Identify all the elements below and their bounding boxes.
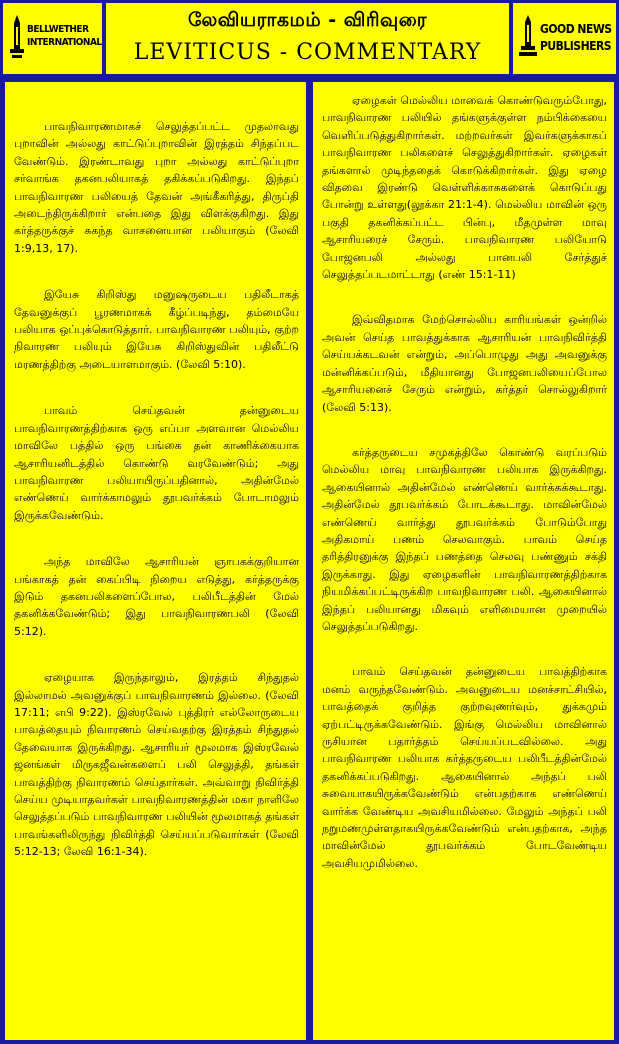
paragraph: கர்த்தருடைய சமுகத்திலே கொண்டு வரப்படும் மெல்லிய மாவு பாவநிவாரண பலியாக இருக்கிறது. ஆகையினால் அதின்மேல் எண்ணெய் வார்க்கக்கூடாது. அதின்மேல் தூபவர்க்கம் போடக்கூடாது. மாவின்மேல் எண்ணெய் வார்த்து தூபவர்க்கம் போடும்போது அதிகமாய் பணம் செலவாகும். பாவம் செய்த தரித்திரனுக்கு இந்தப் பணத்தை செலவு பண்ணும் சக்தி இருக்காது. இது ஏழைகளின் பாவநிவாரணத்திற்காக நியமிக்கப்பட்டிருக்கிற பாவநிவாரண பலி. ஆகையினால் இந்தப் பலியானது மிகவும் எளிமையான முறையில் செலுத்தப்படுகிறது. — [322, 445, 607, 633]
paragraph: இயேசு கிறிஸ்து மனுஷருடைய பதிலீடாகத் தேவனுக்குப் பூரணமாகக் கீழ்ப்படிந்து, தம்மையே பலியாக ஒப்புக்கொடுத்தார். பாவநிவாரண பலியும், குற்ற நிவாரண பலியும் இயேசு கிறிஸ்துவின் பதிலீட்டு மரணத்திற்கு அடையாளமாகும். (லேவி 5:10). — [14, 288, 299, 371]
paragraph: பாவம் செய்தவன் தன்னுடைய பாவத்திற்காக மனம் வருந்தவேண்டும். அவனுடைய மனச்சாட்சியில், பாவத்தைக் குறித்த குற்றவுணர்வும், துக்கமும் ஏற்பட்டிருக்கவேண்டும். இங்கு மெல்லிய மாவினால் ருசியான பதார்த்தம் செய்யப்படவில்லை. அது பாவநிவாரண பலியாக கர்த்தருடைய பலிபீடத்தின்மேல் தகனிக்கப்படுகிறது. ஆகையினால் அந்தப் பலி சுவையாகயிருக்கவேண்டும் என்பதற்காக எண்ணெய் வார்க்க வேண்டிய அவசியமில்லை. மேலும் அந்தப் பலி நறுமணமுள்ளதாகயிருக்கவேண்டும் என்பதற்காக, அந்த மாவின்மேல் தூபவர்க்கம் போடவேண்டிய அவசியமுமில்லை. — [322, 665, 607, 870]
publisher-logo-left — [3, 3, 102, 74]
good-news-emblem-icon — [519, 15, 537, 61]
paragraph: ஏழையாக இருந்தாலும், இரத்தம் சிந்துதல் இல்லாமல் அவனுக்குப் பாவநிவாரணம் இல்லை. (லேவி 17:11; எபி 9:22). இஸ்ரவேல் புத்திரர் எல்லோருடைய பாவத்தையும் நிவாரணம் செய்வதற்கு இரத்தம் சிந்துதல் தேவையாக இருக்கிறது. ஆசாரியர் மூலமாக இஸ்ரவேல் ஜனங்கள் மிருகஜீவன்களைப் பலி செலுத்தி, தங்கள் பாவத்திற்கு நிவாரணம் செய்தார்கள். அவ்வாறு நிவிர்த்தி செய்ய முடியாதவர்கள் பாவநிவாரணத்தின் மகா நாளிலே செலுத்தப்படும் பாவநிவாரண பலியின் மூலமாகத் தங்கள் பாவங்களிலிருந்து நிவிர்த்தி செய்யப்படுவார்கள் (லேவி 5:12-13; லேவி 16:1-34). — [14, 671, 299, 859]
publisher-right-name: GOOD NEWS PUBLISHERS — [540, 22, 612, 53]
header-bar — [0, 0, 619, 78]
publisher-left-name: BELLWETHER INTERNATIONAL — [27, 24, 102, 48]
right-column — [313, 82, 614, 1040]
bellwether-emblem-icon — [9, 15, 25, 61]
title-tamil: லேவியராகமம் - விரிவுரை — [187, 9, 428, 31]
paragraph: இவ்விதமாக மேற்சொல்லிய காரியங்கள் ஒன்றில் அவன் செய்த பாவத்துக்காக ஆசாரியன் பாவநிவிர்த்தி செய்யக்கடவன் என்றும், அப்பொழுது அது அவனுக்கு மன்னிக்கப்படும், மீதியானது போஜனபலியைப்போல ஆசாரியனைச் சேரும் என்றும், கர்த்தர் சொல்லுகிறார் (லேவி 5:13). — [322, 313, 607, 414]
paragraph: ஏழைகள் மெல்லிய மாவைக் கொண்டுவரும்போது, பாவநிவாரண பலியில் தங்களுக்குள்ள நம்பிக்கையை வெளிப்படுத்துகிறார்கள். மற்றவர்கள் இவர்களுக்காகப் பாவநிவாரண பலிகளைச் செலுத்துகிறார்கள். ஏழைகள் தங்களால் முடிந்ததைக் கொடுக்கிறார்கள். இது ஏழை விதவை இரண்டு வெள்ளிக்காசுகளைக் கொடுப்பது போன்று உள்ளது(லூக்கா 21:1-4). மெல்லிய மாவின் ஒரு பகுதி தகனிக்கப்பட்ட பின்பு, மீதமுள்ள மாவு ஆசாரியரைச் சேரும். பாவநிவாரண பலியோடு போஜனபலி அல்லது பானபலி சேர்த்துச் செலுத்தப்படமாட்டாது (எண் 15:1-11) — [322, 94, 607, 282]
title-english: LEVITICUS - COMMENTARY — [133, 40, 482, 65]
paragraph: பாவநிவாரணமாகச் செலுத்தப்பட்ட முதலாவது புறாவின் அல்லது காட்டுப்புறாவின் இரத்தம் சிந்தப்பட வேண்டும். இரண்டாவது புறா அல்லது காட்டுப்புறா சர்வாங்க தகனபலியாகத் தகிக்கப்படுகிறது. இந்தப் பாவநிவாரண பலியைத் தேவன் அங்கீகரித்து, திருப்தி அடைந்திருக்கிறார் என்பதை இது விளக்குகிறது. இது கர்த்தருக்குச் சுகந்த வாசனையான பலியாகும் (லேவி 1:9,13, 17). — [14, 120, 299, 255]
paragraph: அந்த மாவிலே ஆசாரியன் ஞாபகக்குறியான பங்காகத் தன் கைப்பிடி நிறைய எடுத்து, கர்த்தருக்கு இடும் தகனபலிகளைப்போல, பலிபீடத்தின் மேல் தகனிக்கவேண்டும்; இது பாவநிவாரணபலி (லேவி 5:12). — [14, 555, 299, 638]
title-box — [106, 3, 509, 74]
left-column — [5, 82, 306, 1040]
paragraph: பாவம் செய்தவன் தன்னுடைய பாவநிவாரணத்திற்காக ஒரு எப்பா அளவான மெல்லிய மாவிலே பத்தில் ஒரு பங்கை தன் காணிக்கையாக ஆசாரியனிடத்தில் கொண்டு வரவேண்டும்; அது பாவநிவாரண பலியாயிருப்பதினால், அதின்மேல் எண்ணெய் வார்க்காமலும் தூபவர்க்கம் போடாமலும் இருக்கவேண்டும். — [14, 404, 299, 522]
publisher-logo-right — [513, 3, 616, 74]
